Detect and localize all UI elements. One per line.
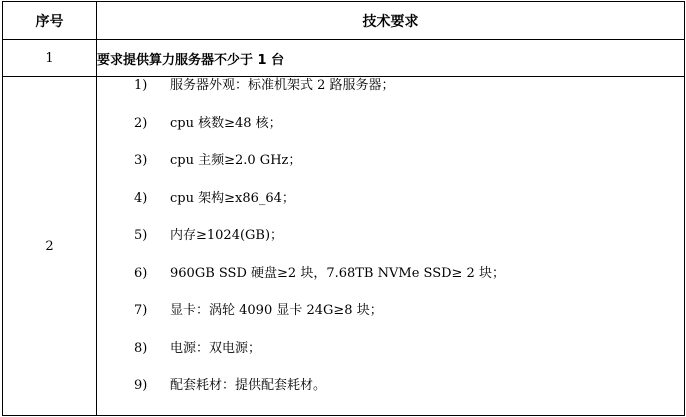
item-text: cpu 主频≥2.0 GHz； [170, 153, 302, 168]
item-text: 显卡：涡轮 4090 显卡 24G≥8 块； [170, 303, 383, 318]
item-index: 8) [134, 340, 148, 356]
list-item [97, 115, 684, 153]
item-text: 960GB SSD 硬盘≥2 块，7.68TB NVMe SSD≥ 2 块； [170, 265, 505, 281]
list-item [97, 377, 684, 415]
table-row [3, 40, 685, 77]
header-row [3, 2, 685, 40]
list-item [97, 77, 684, 115]
item-index: 4) [134, 190, 148, 206]
list-item [97, 227, 684, 265]
list-item [97, 190, 684, 228]
row-number: 2 [3, 77, 97, 416]
item-index: 9) [134, 378, 148, 393]
list-item [97, 265, 684, 303]
item-text: cpu 核数≥48 核； [170, 115, 282, 131]
item-index: 1) [134, 78, 148, 93]
list-item [97, 152, 684, 190]
item-index: 7) [134, 303, 148, 318]
requirement-list [97, 77, 684, 415]
item-text: 内存≥1024(GB)； [170, 228, 284, 243]
header-technical-requirements: 技术要求 [97, 2, 685, 40]
item-text: 配套耗材：提供配套耗材。 [170, 378, 327, 393]
requirement-summary: 要求提供算力服务器不少于 1 台 [97, 40, 685, 77]
item-index: 3) [134, 153, 148, 168]
table-row [3, 77, 685, 416]
list-item [97, 302, 684, 340]
item-text: cpu 架构≥x86_64； [170, 190, 295, 206]
row-number: 1 [3, 40, 97, 77]
item-text: 电源：双电源； [170, 340, 262, 356]
header-serial-number: 序号 [3, 2, 97, 40]
requirement-list-cell [97, 77, 685, 416]
list-item [97, 340, 684, 378]
item-text: 服务器外观：标准机架式 2 路服务器； [170, 78, 395, 93]
item-index: 6) [134, 265, 148, 281]
item-index: 2) [134, 115, 148, 131]
item-index: 5) [134, 228, 148, 243]
requirements-table [2, 1, 685, 416]
